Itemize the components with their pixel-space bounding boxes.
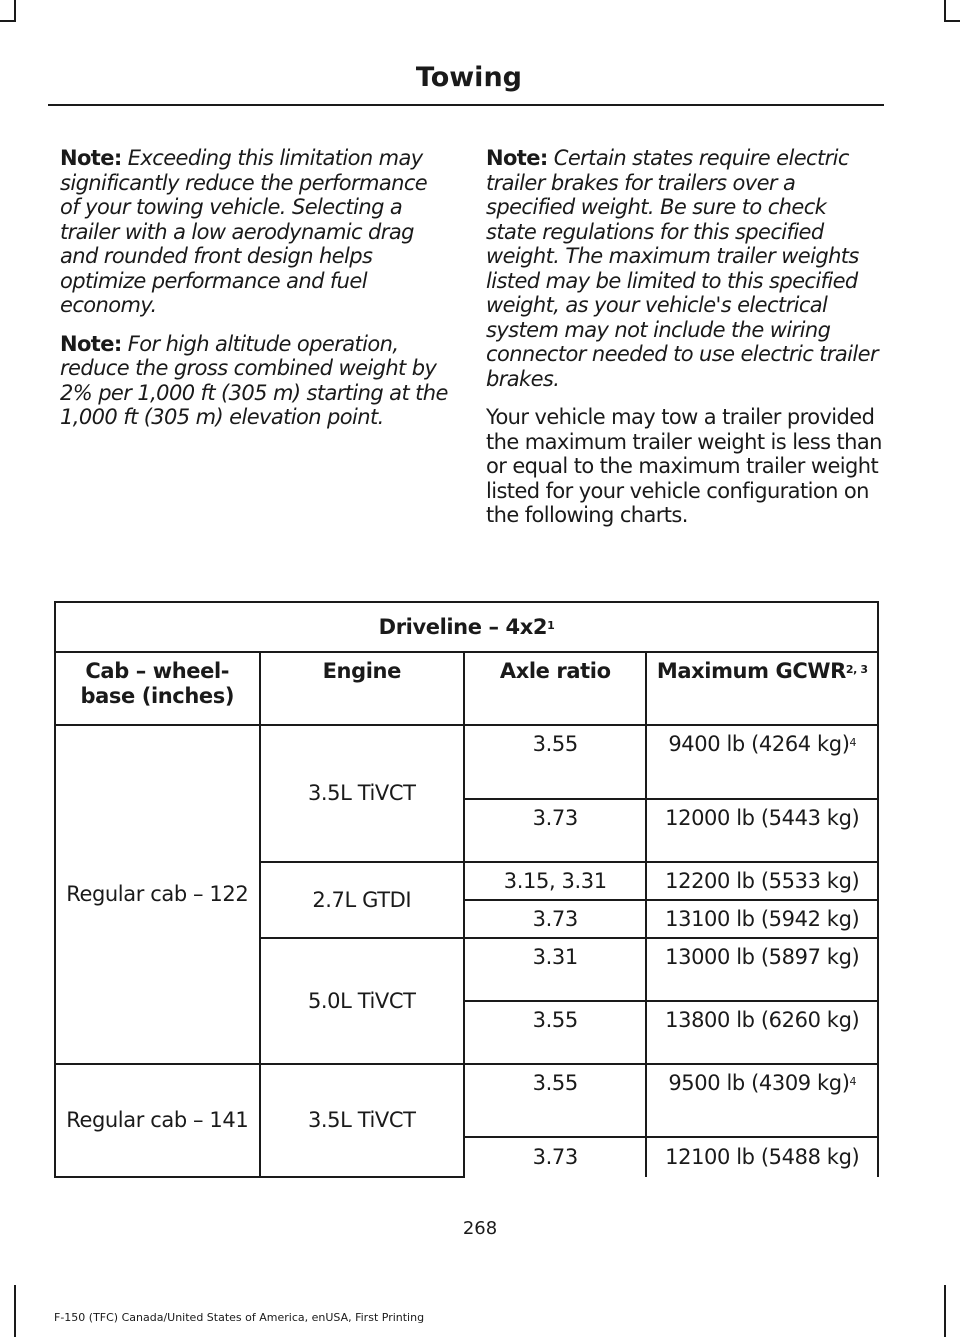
note-paragraph bbox=[60, 332, 452, 430]
table-row bbox=[55, 725, 878, 799]
cab-cell: Regular cab – 122 bbox=[55, 725, 260, 1064]
cab-cell: Regular cab – 141 bbox=[55, 1064, 260, 1177]
crop-mark bbox=[0, 20, 14, 22]
gcwr-cell: 13100 lb (5942 kg) bbox=[646, 900, 878, 938]
table-title bbox=[55, 602, 878, 652]
table-row bbox=[55, 1064, 878, 1137]
engine-cell: 3.5L TiVCT bbox=[260, 725, 464, 862]
footnote-ref: 1 bbox=[547, 618, 555, 632]
table-title-text: Driveline – 4x2 bbox=[378, 614, 548, 639]
footnote-ref: 2, 3 bbox=[845, 663, 868, 676]
axle-cell: 3.55 bbox=[464, 725, 646, 799]
header-gcwr-text: Maximum GCWR bbox=[656, 659, 846, 683]
header-gcwr bbox=[646, 652, 878, 725]
engine-cell: 5.0L TiVCT bbox=[260, 938, 464, 1064]
gcwr-cell: 12100 lb (5488 kg) bbox=[646, 1137, 878, 1177]
gcwr-cell: 12000 lb (5443 kg) bbox=[646, 799, 878, 862]
left-column bbox=[60, 146, 452, 444]
note-label: Note: bbox=[60, 146, 122, 170]
body-paragraph: Your vehicle may tow a trailer provided the maximum trailer weight is less than or equal to the maximum trailer weight listed for your vehicle configuration on the following charts. bbox=[486, 405, 882, 527]
axle-cell: 3.55 bbox=[464, 1001, 646, 1064]
towing-table bbox=[54, 601, 879, 1178]
header-axle-ratio: Axle ratio bbox=[464, 652, 646, 725]
crop-mark bbox=[14, 1285, 16, 1337]
crop-mark bbox=[944, 0, 946, 22]
note-text: For high altitude operation, reduce the gross combined weight by 2% per 1,000 ft (305 m) starting at the 1,000 ft (305 m) elevation point. bbox=[60, 331, 448, 429]
axle-cell: 3.73 bbox=[464, 1137, 646, 1177]
page-number: 268 bbox=[462, 1218, 498, 1239]
gcwr-value: 9400 lb (4264 kg) bbox=[668, 732, 850, 756]
header-divider bbox=[48, 104, 884, 106]
axle-cell: 3.15, 3.31 bbox=[464, 862, 646, 900]
note-label: Note: bbox=[60, 331, 122, 356]
note-text: Certain states require electric trailer brakes for trailers over a specified weight. Be sure to check state regulations for this specified weight. The maximum trailer weights listed may be limited to this specified weight, as your vehicle's electrical system may not include the wiring connector needed to use electric trailer brakes. bbox=[486, 146, 878, 391]
note-paragraph bbox=[486, 146, 882, 391]
axle-cell: 3.31 bbox=[464, 938, 646, 1001]
axle-cell: 3.73 bbox=[464, 900, 646, 938]
gcwr-cell: 13000 lb (5897 kg) bbox=[646, 938, 878, 1001]
header-cab: Cab – wheel-base (inches) bbox=[55, 652, 260, 725]
footnote-ref: 4 bbox=[849, 736, 857, 749]
crop-mark bbox=[14, 0, 16, 22]
gcwr-cell bbox=[646, 725, 878, 799]
edition-note: F-150 (TFC) Canada/United States of America, enUSA, First Printing bbox=[54, 1311, 425, 1324]
right-column bbox=[486, 146, 882, 542]
axle-cell: 3.55 bbox=[464, 1064, 646, 1137]
note-label: Note: bbox=[486, 146, 548, 170]
gcwr-cell: 13800 lb (6260 kg) bbox=[646, 1001, 878, 1064]
gcwr-cell: 12200 lb (5533 kg) bbox=[646, 862, 878, 900]
header-engine: Engine bbox=[260, 652, 464, 725]
axle-cell: 3.73 bbox=[464, 799, 646, 862]
note-paragraph bbox=[60, 146, 452, 318]
engine-cell: 3.5L TiVCT bbox=[260, 1064, 464, 1177]
gcwr-value: 9500 lb (4309 kg) bbox=[668, 1071, 850, 1095]
note-text: Exceeding this limitation may significantly reduce the performance of your towing vehicle. Selecting a trailer with a low aerodynamic drag and rounded front design helps optimize performance and fuel economy. bbox=[60, 146, 428, 317]
crop-mark bbox=[946, 20, 960, 22]
footnote-ref: 4 bbox=[849, 1075, 857, 1088]
gcwr-cell bbox=[646, 1064, 878, 1137]
page-title: Towing bbox=[415, 62, 522, 93]
engine-cell: 2.7L GTDI bbox=[260, 862, 464, 938]
crop-mark bbox=[944, 1285, 946, 1337]
